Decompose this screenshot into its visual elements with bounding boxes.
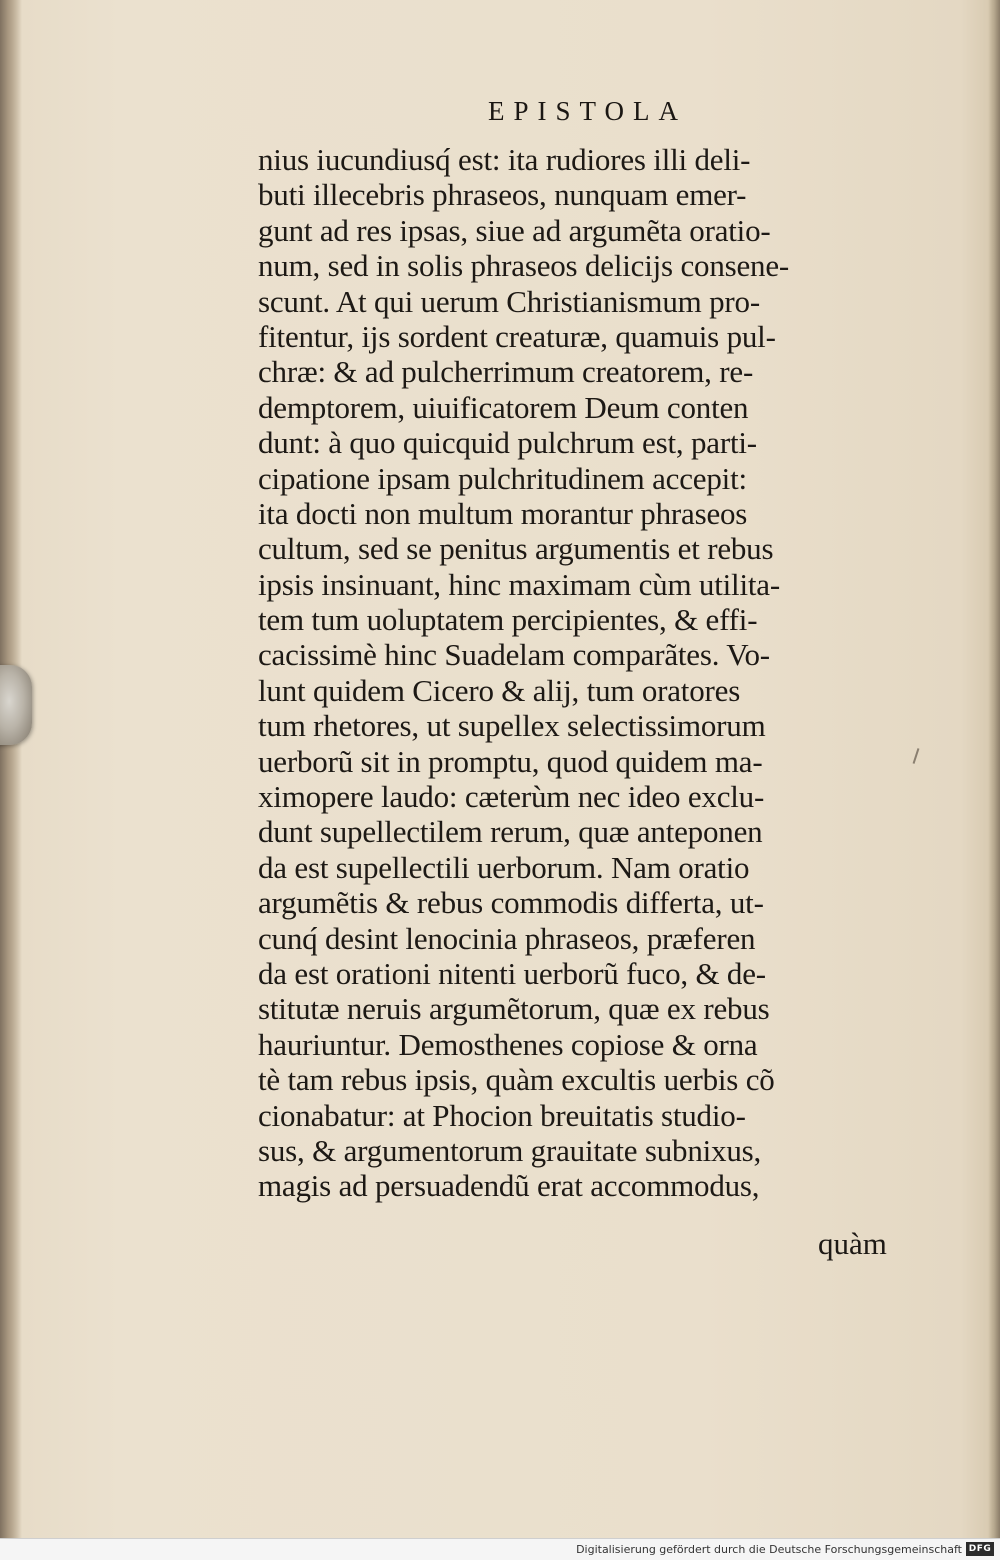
- text-line: stitutæ neruis argumẽtorum, quæ ex rebus: [258, 991, 770, 1027]
- text-line: ita docti non multum morantur phraseos: [258, 495, 748, 531]
- body-text: [258, 142, 906, 1204]
- text-line: buti illecebris phraseos, nunquam emer-: [258, 177, 747, 213]
- text-line: ipsis insinuant, hinc maximam cùm utilita-: [258, 566, 780, 602]
- text-line: tum rhetores, ut supellex selectissimorum: [258, 708, 766, 744]
- text-line: fitentur, ijs sordent creaturæ, quamuis pul-: [258, 318, 776, 354]
- text-line: cultum, sed se penitus argumentis et rebus: [258, 531, 774, 567]
- text-line: da est orationi nitenti uerborũ fuco, & de-: [258, 955, 766, 991]
- dfg-logo: DFG: [966, 1542, 994, 1556]
- text-line: sus, & argumentorum grauitate subnixus,: [258, 1132, 762, 1168]
- text-line: hauriuntur. Demosthenes copiose & orna: [258, 1026, 758, 1062]
- text-line: gunt ad res ipsas, siue ad argumẽta oratio-: [258, 212, 771, 248]
- page-edge: [988, 0, 1000, 1538]
- text-line: uerborũ sit in promptu, quod quidem ma-: [258, 743, 763, 779]
- text-line: dunt supellectilem rerum, quæ anteponen: [258, 814, 763, 850]
- text-line: cipatione ipsam pulchritudinem accepit:: [258, 460, 747, 496]
- text-line: nius iucundiusq́ est: ita rudiores illi deli-: [258, 142, 751, 177]
- text-line: cionabatur: at Phocion breuitatis studio-: [258, 1097, 746, 1133]
- funding-credit: Digitalisierung gefördert durch die Deutsche Forschungsgemeinschaft: [576, 1543, 962, 1556]
- text-line: demptorem, uiuificatorem Deum conten: [258, 389, 749, 425]
- text-line: num, sed in solis phraseos delicijs consene-: [258, 248, 790, 284]
- text-line: cunq́ desint lenocinia phraseos, præferen: [258, 920, 756, 956]
- ink-mark: [913, 748, 920, 764]
- text-line: ximopere laudo: cæterùm nec ideo exclu-: [258, 779, 765, 815]
- text-line: cacissimè hinc Suadelam comparãtes. Vo-: [258, 637, 770, 673]
- text-line: magis ad persuadendũ erat accommodus,: [258, 1168, 760, 1204]
- text-line: argumẽtis & rebus commodis differta, ut-: [258, 885, 764, 921]
- text-line: dunt: à quo quicquid pulchrum est, parti-: [258, 425, 757, 461]
- text-line: tem tum uoluptatem percipientes, & effi-: [258, 602, 758, 638]
- running-head: EPISTOLA: [488, 96, 688, 126]
- binding-gutter-shadow: [0, 0, 22, 1538]
- text-line: da est supellectili uerborum. Nam oratio: [258, 849, 750, 885]
- text-line: chræ: & ad pulcherrimum creatorem, re-: [258, 354, 754, 390]
- book-clasp: [0, 665, 32, 745]
- text-line: lunt quidem Cicero & alij, tum oratores: [258, 672, 741, 708]
- text-line: scunt. At qui uerum Christianismum pro-: [258, 283, 760, 319]
- text-line: tè tam rebus ipsis, quàm excultis uerbis cõ: [258, 1062, 775, 1098]
- catchword: quàm: [818, 1226, 887, 1261]
